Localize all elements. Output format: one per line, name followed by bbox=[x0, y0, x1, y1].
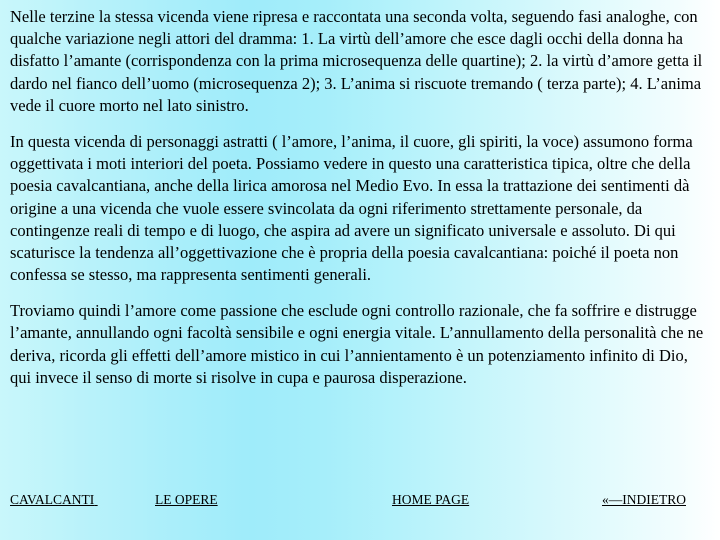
paragraph-1: Nelle terzine la stessa vicenda viene ripresa e raccontata una seconda volta, seguendo fasi analoghe, con qualche variazione negli attori del dramma: 1. La virtù dell’amore che esce dagli occhi della donna ha disfatto l’amante (corrispondenza con la prima microsequenza delle quartine); 2. la virtù d’amore getta il dardo nel fianco dell’uomo (microsequenza 2); 3. L’anima si riscuote tremando ( terza parte); 4. L’anima vede il cuore morto nel lato sinistro. bbox=[10, 7, 703, 115]
link-indietro[interactable]: «—INDIETRO bbox=[602, 492, 686, 507]
link-cavalcanti-underline-tail bbox=[94, 492, 140, 508]
link-le-opere[interactable]: LE OPERE bbox=[155, 492, 218, 507]
paragraph-3: Troviamo quindi l’amore come passione che esclude ogni controllo razionale, che fa soffrire e distrugge l’amante, annullando ogni facoltà sensibile e ogni energia vitale. L’annullamento della personalità che ne deriva, ricorda gli effetti dell’amore mistico in cui l’annientamento è un potenziamento infinito di Dio, qui invece il senso di morte si risolve in cupa e paurosa disperazione. bbox=[10, 301, 704, 387]
link-home-page[interactable]: HOME PAGE bbox=[392, 492, 470, 507]
link-cavalcanti-label: CAVALCANTI bbox=[10, 492, 95, 507]
footer-navigation bbox=[10, 492, 706, 512]
paragraph-2: In questa vicenda di personaggi astratti ( l’amore, l’anima, il cuore, gli spiriti, la voce) assumono forma oggettivata i moti interiori del poeta. Possiamo vedere in questo una caratteristica tipica, oltre che della poesia cavalcantiana, anche della lirica amorosa nel Medio Evo. In essa la trattazione dei sentimenti dà origine a una vicenda che vuole essere svincolata da ogni riferimento strettamente personale, da contingenze reali di tempo e di luogo, che aspira ad avere un significato universale e assoluto. Di qui scaturisce la tendenza all’oggettivazione che è propria della poesia cavalcantiana: poiché il poeta non confessa se stesso, ma rappresenta sentimenti generali. bbox=[10, 131, 693, 285]
link-cavalcanti[interactable] bbox=[10, 492, 140, 508]
